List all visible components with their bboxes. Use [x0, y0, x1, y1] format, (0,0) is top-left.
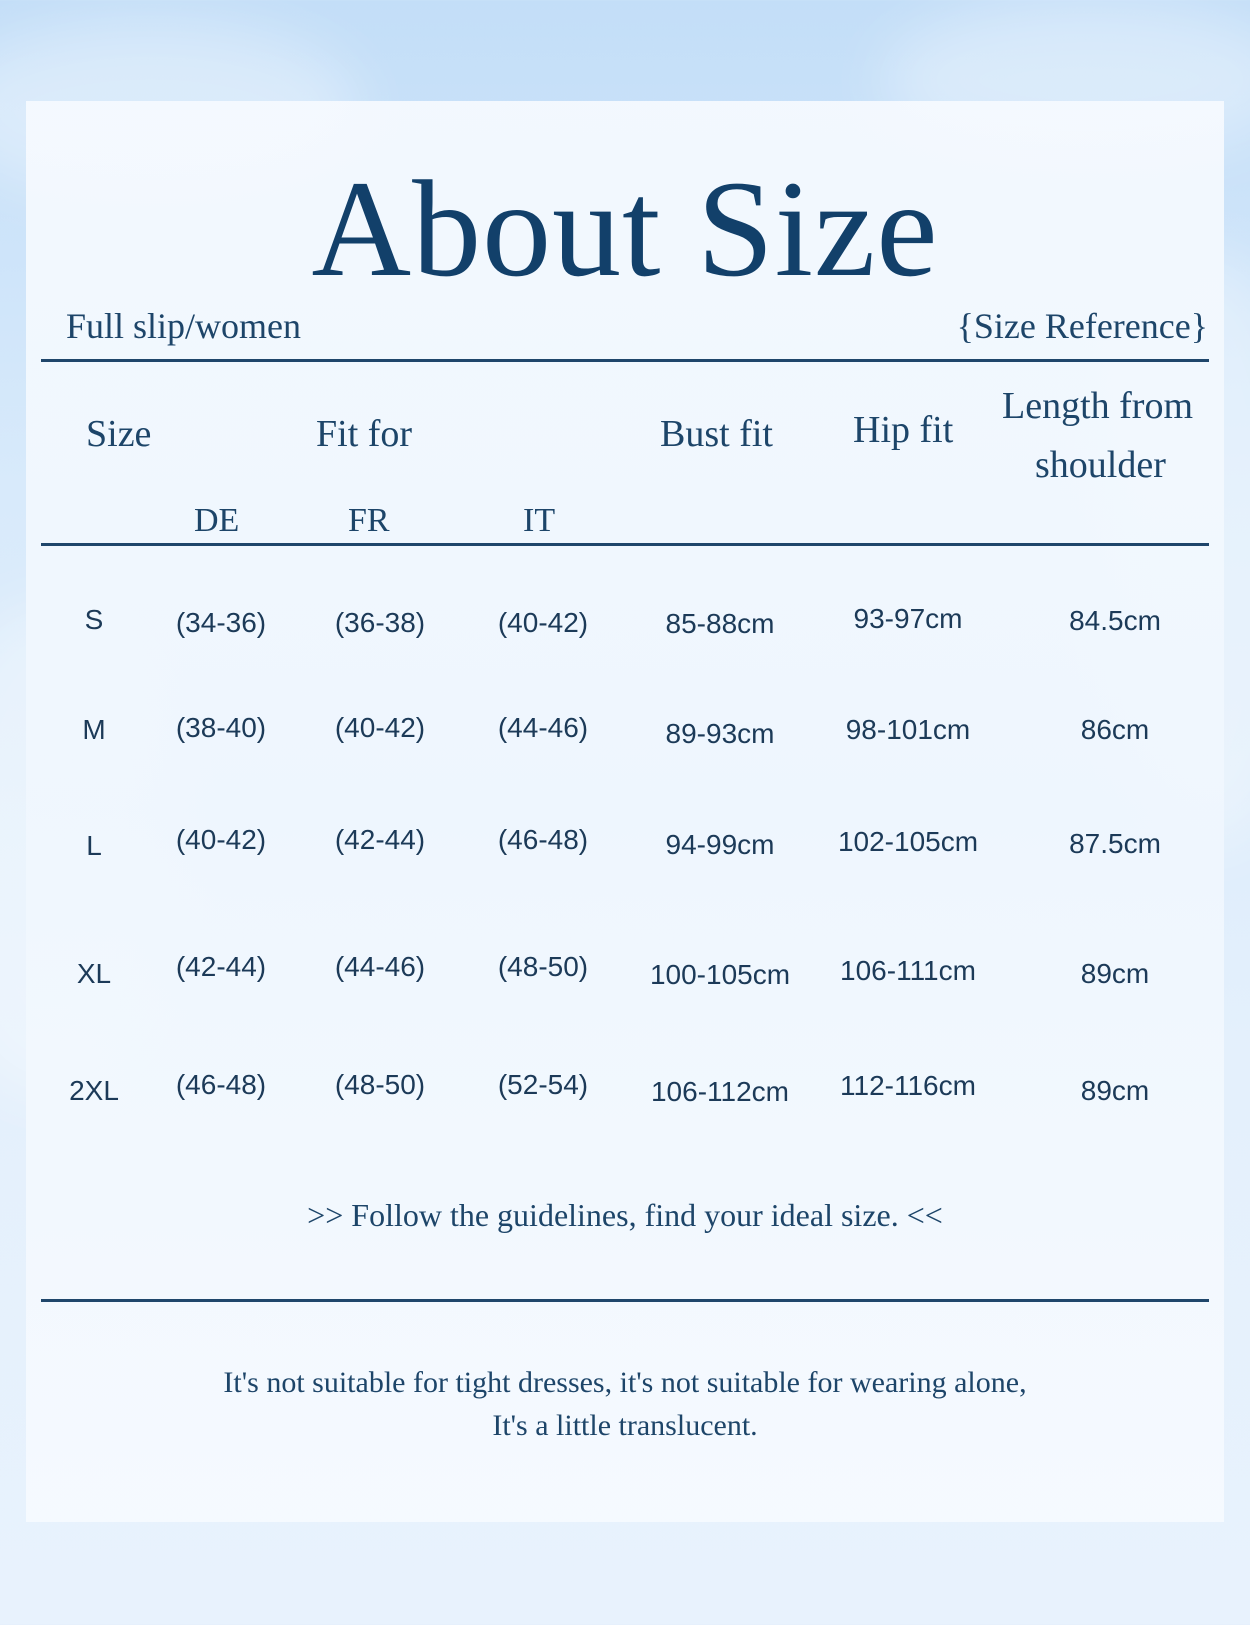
cell-it: (48-50)	[497, 951, 589, 982]
cell-de: (34-36)	[175, 607, 267, 638]
header-it: IT	[523, 502, 556, 539]
divider-header	[41, 543, 1209, 546]
cell-fr: (40-42)	[334, 712, 426, 743]
note-line-2: It's a little translucent.	[492, 1409, 758, 1442]
cell-length: 86cm	[1080, 714, 1150, 745]
subtitle-right: {Size Reference}	[956, 306, 1208, 346]
cell-fr: (36-38)	[334, 607, 426, 638]
note-line-1: It's not suitable for tight dresses, it's not suitable for wearing alone,	[223, 1366, 1027, 1399]
cell-de: (40-42)	[175, 824, 267, 855]
divider-bottom	[41, 1299, 1209, 1302]
header-length-line1: Length from	[1002, 385, 1194, 427]
cell-hip: 112-116cm	[840, 1070, 976, 1101]
header-de: DE	[194, 502, 240, 539]
cell-bust: 106-112cm	[650, 1076, 789, 1107]
cell-size: 2XL	[69, 1075, 119, 1106]
cell-it: (44-46)	[497, 712, 589, 743]
cell-fr: (42-44)	[334, 824, 426, 855]
divider-top	[41, 359, 1209, 362]
cell-fr: (44-46)	[334, 951, 426, 982]
cell-it: (40-42)	[497, 607, 589, 638]
cell-bust: 89-93cm	[665, 718, 775, 749]
cell-size: S	[84, 604, 104, 635]
cell-hip: 93-97cm	[853, 603, 963, 634]
cell-bust: 85-88cm	[665, 608, 775, 639]
subtitle-left: Full slip/women	[66, 306, 302, 346]
cell-hip: 98-101cm	[845, 714, 971, 745]
cell-it: (52-54)	[497, 1069, 589, 1100]
cell-de: (46-48)	[175, 1069, 267, 1100]
cell-de: (38-40)	[175, 712, 267, 743]
header-fit-for: Fit for	[316, 413, 413, 455]
header-length-line2: shoulder	[1035, 444, 1166, 486]
header-size: Size	[86, 413, 152, 455]
cell-hip: 102-105cm	[837, 826, 979, 857]
page-title: About Size	[311, 152, 939, 305]
cell-size: L	[86, 830, 102, 861]
cell-fr: (48-50)	[334, 1069, 426, 1100]
cell-length: 84.5cm	[1069, 605, 1161, 636]
guideline-text: >> Follow the guidelines, find your ideal size. <<	[307, 1197, 943, 1233]
cell-length: 87.5cm	[1069, 828, 1161, 859]
header-bust-fit: Bust fit	[660, 413, 773, 455]
header-hip-fit: Hip fit	[853, 409, 954, 451]
cell-it: (46-48)	[497, 824, 589, 855]
cell-length: 89cm	[1080, 1075, 1150, 1106]
cell-bust: 100-105cm	[649, 959, 791, 990]
cell-bust: 94-99cm	[665, 829, 775, 860]
header-fr: FR	[348, 502, 390, 539]
cell-length: 89cm	[1080, 958, 1150, 989]
cell-size: XL	[76, 958, 112, 989]
cell-hip: 106-111cm	[840, 955, 976, 986]
cell-size: M	[82, 714, 106, 745]
cell-de: (42-44)	[175, 951, 267, 982]
